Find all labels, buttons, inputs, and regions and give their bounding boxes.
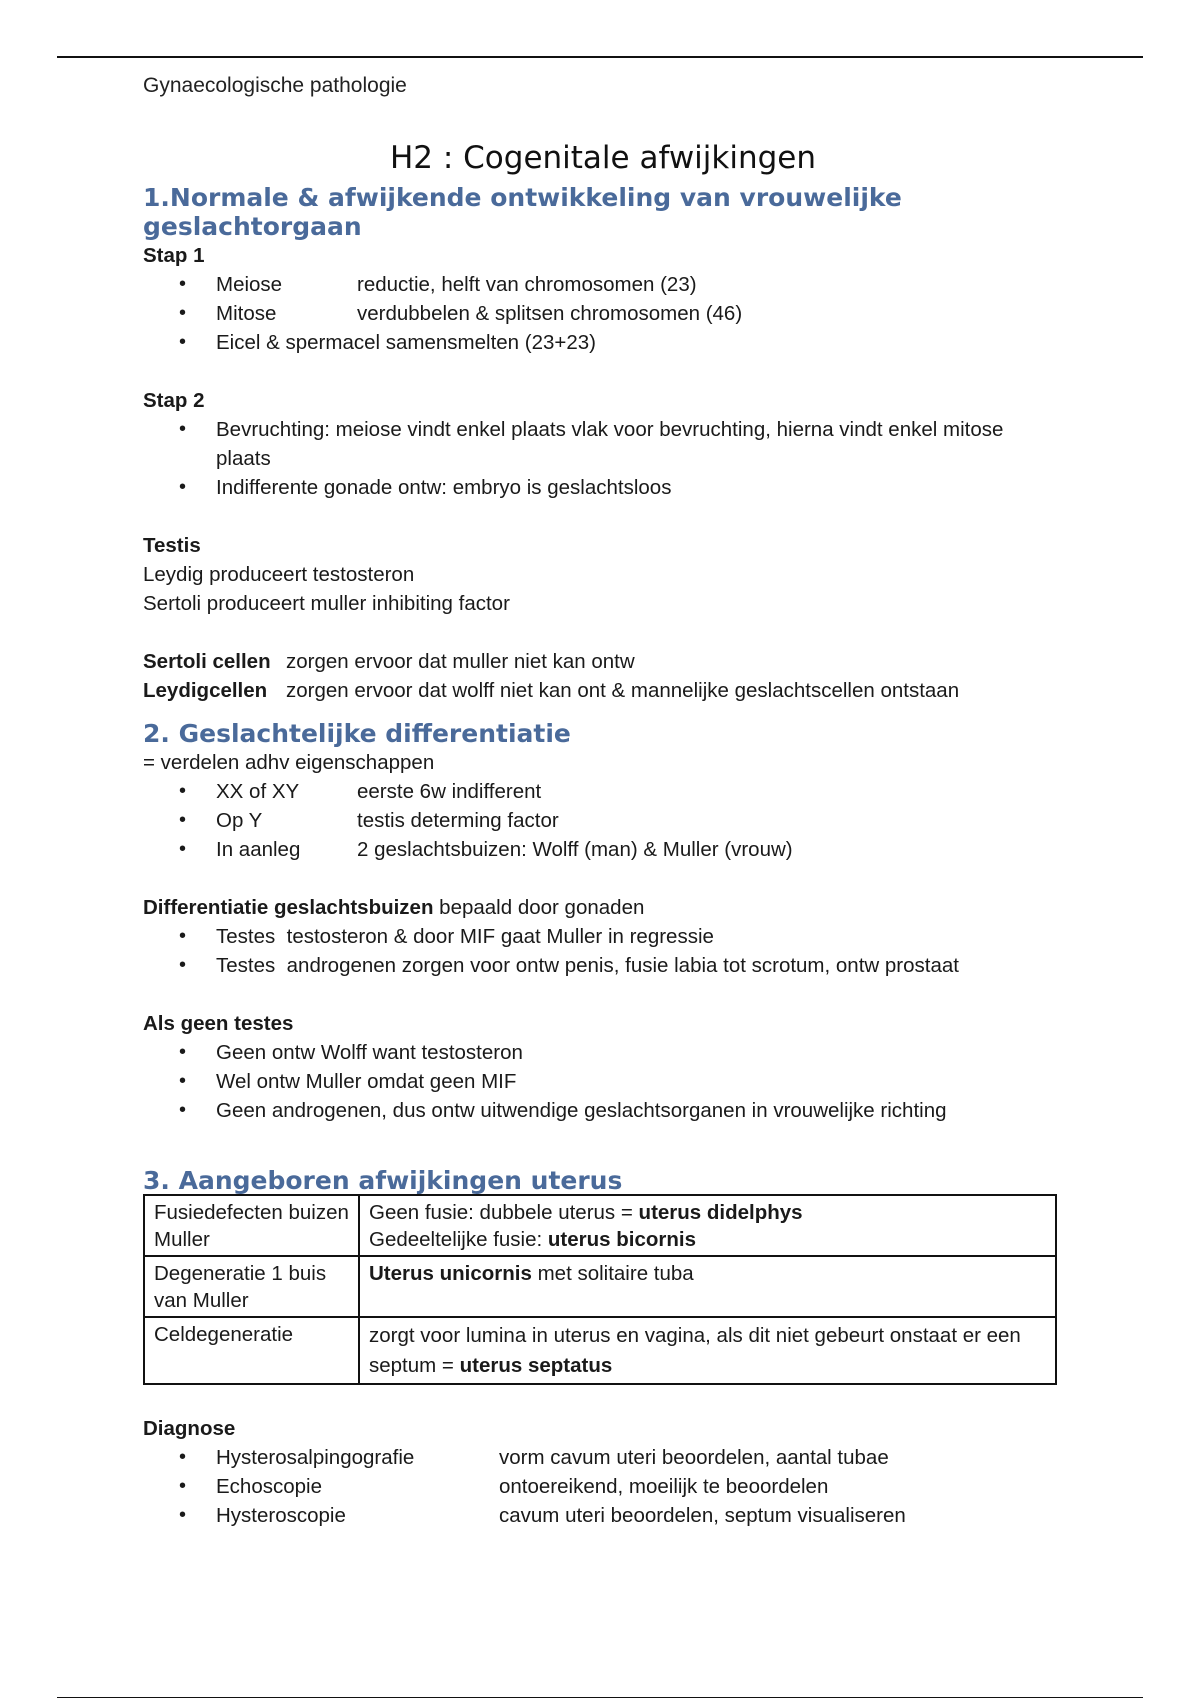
list-item: • In aanleg 2 geslachtsbuizen: Wolff (man) & Muller (vrouw) — [143, 835, 1063, 864]
list-item: • Echoscopie ontoereikend, moeilijk te beoordelen — [143, 1472, 1063, 1501]
list-item: • Geen androgenen, dus ontw uitwendige geslachtsorganen in vrouwelijke richting — [143, 1096, 1063, 1125]
testis-line: Sertoli produceert muller inhibiting factor — [143, 592, 510, 615]
section-2-intro: = verdelen adhv eigenschappen — [143, 751, 435, 774]
testis-line: Leydig produceert testosteron — [143, 563, 415, 586]
uterus-table — [143, 1194, 1057, 1385]
table-cell: Celdegeneratie — [144, 1317, 359, 1384]
top-rule — [57, 56, 1143, 58]
list-item: • Hysteroscopie cavum uteri beoordelen, septum visualiseren — [143, 1501, 1063, 1530]
list-item: • Meiose reductie, helft van chromosomen (23) — [143, 270, 1063, 299]
table-cell: Degeneratie 1 buis van Muller — [144, 1256, 359, 1317]
table-cell: Fusiedefecten buizen Muller — [144, 1195, 359, 1256]
section-2 — [143, 719, 1063, 1125]
section-2-heading: 2. Geslachtelijke differentiatie — [143, 719, 571, 748]
list-item: • Mitose verdubbelen & splitsen chromosomen (46) — [143, 299, 1063, 328]
differentiation-list — [143, 777, 1063, 864]
list-item: • Testes androgenen zorgen voor ontw penis, fusie labia tot scrotum, ontw prostaat — [143, 951, 1063, 980]
list-item: • Bevruchting: meiose vindt enkel plaats vlak voor bevruchting, hierna vindt enkel mitose plaats — [143, 415, 1063, 473]
diff-list — [143, 922, 1063, 980]
cell-line: Leydigcellen zorgen ervoor dat wolff niet kan ont & mannelijke geslachtscellen ontstaan — [143, 679, 960, 702]
page-header: Gynaecologische pathologie — [143, 74, 407, 97]
list-item: • Eicel & spermacel samensmelten (23+23) — [143, 328, 1063, 357]
list-item: • Hysterosalpingografie vorm cavum uteri beoordelen, aantal tubae — [143, 1443, 1063, 1472]
diff-line: Differentiatie geslachtsbuizen bepaald door gonaden — [143, 896, 645, 919]
list-item: • Testes testosteron & door MIF gaat Muller in regressie — [143, 922, 1063, 951]
stap1-list — [143, 270, 1063, 357]
testis-label: Testis — [143, 534, 201, 557]
list-item: • Geen ontw Wolff want testosteron — [143, 1038, 1063, 1067]
diagnose-list — [143, 1443, 1063, 1530]
table-row — [144, 1317, 1056, 1384]
stap1-label: Stap 1 — [143, 244, 205, 267]
table-row — [144, 1256, 1056, 1317]
list-item: • Wel ontw Muller omdat geen MIF — [143, 1067, 1063, 1096]
cell-line: Sertoli cellen zorgen ervoor dat muller niet kan ontw — [143, 650, 635, 673]
section-1 — [143, 183, 1063, 705]
stap2-list — [143, 415, 1063, 502]
section-3-heading: 3. Aangeboren afwijkingen uterus — [143, 1166, 623, 1195]
list-item: • Op Y testis determing factor — [143, 806, 1063, 835]
bottom-rule — [57, 1697, 1143, 1698]
stap2-label: Stap 2 — [143, 389, 205, 412]
table-cell: zorgt voor lumina in uterus en vagina, als dit niet gebeurt onstaat er een septum = uterus septatus — [359, 1317, 1056, 1384]
section-1-heading: 1.Normale & afwijkende ontwikkeling van vrouwelijke geslachtorgaan — [143, 183, 902, 241]
list-item: • XX of XY eerste 6w indifferent — [143, 777, 1063, 806]
table-cell: Uterus unicornis met solitaire tuba — [359, 1256, 1056, 1317]
table-row — [144, 1195, 1056, 1256]
geen-testes-label: Als geen testes — [143, 1012, 294, 1035]
geen-testes-list — [143, 1038, 1063, 1125]
diagnose-label: Diagnose — [143, 1417, 236, 1440]
list-item: • Indifferente gonade ontw: embryo is geslachtsloos — [143, 473, 1063, 502]
section-3 — [143, 1168, 1063, 1530]
table-cell: Geen fusie: dubbele uterus = uterus didelphys Gedeeltelijke fusie: uterus bicornis — [359, 1195, 1056, 1256]
page-title: H2 : Cogenitale afwijkingen — [389, 140, 817, 176]
